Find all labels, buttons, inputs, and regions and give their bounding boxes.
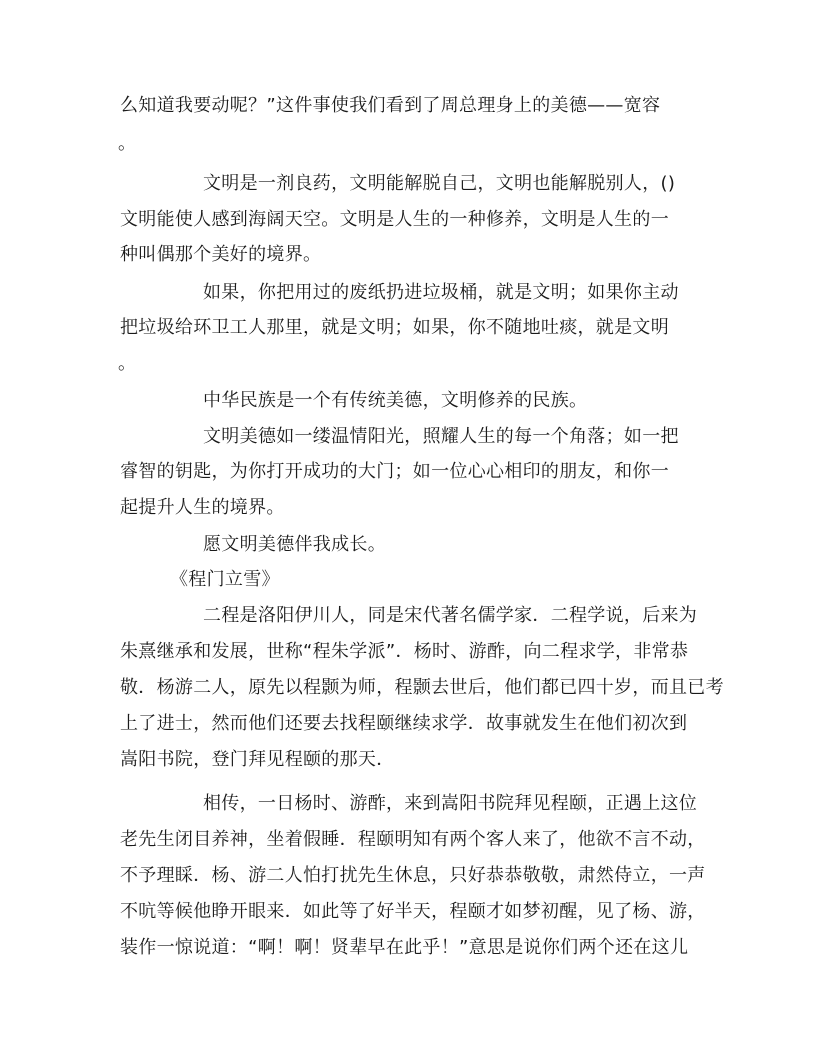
text-line: 睿智的钥匙，为你打开成功的大门；如一位心心相印的朋友，和你一: [120, 461, 669, 482]
text-line: 把垃圾给环卫工人那里，就是文明；如果，你不随地吐痰，就是文明: [120, 317, 669, 338]
text-line: 朱熹继承和发展，世称“程朱学派”．杨时、游酢，向二程求学，非常恭: [120, 641, 689, 662]
section-title: 《程门立雪》: [170, 569, 280, 590]
text-line: 二程是洛阳伊川人，同是宋代著名儒学家．二程学说，后来为: [203, 605, 698, 626]
text-line: 文明能使人感到海阔天空。文明是人生的一种修养，文明是人生的一: [120, 209, 669, 230]
text-line: 文明是一剂良药，文明能解脱自己，文明也能解脱别人，(): [203, 173, 676, 194]
text-line: 上了进士，然而他们还要去找程颐继续求学．故事就发生在他们初次到: [120, 713, 688, 734]
text-line: 老先生闭目养神，坐着假睡．程颐明知有两个客人来了，他欲不言不动，: [120, 829, 706, 850]
text-line: 中华民族是一个有传统美德，文明修养的民族。: [203, 390, 588, 411]
text-line: 不予理睬．杨、游二人怕打扰先生休息，只好恭恭敬敬，肃然侍立，一声: [120, 865, 706, 886]
text-line: 。: [118, 353, 137, 374]
text-line: 么知道我要动呢？”这件事使我们看到了周总理身上的美德——宽容: [120, 95, 661, 116]
text-line: 。: [118, 133, 137, 154]
text-line: 相传，一日杨时、游酢，来到嵩阳书院拜见程颐，正遇上这位: [203, 793, 698, 814]
text-line: 如果，你把用过的废纸扔进垃圾桶，就是文明；如果你主动: [203, 282, 679, 303]
text-line: 愿文明美德伴我成长。: [203, 534, 386, 555]
text-line: 起提升人生的境界。: [120, 497, 285, 518]
text-line: 种叫偶那个美好的境界。: [120, 244, 322, 265]
text-line: 敬．杨游二人，原先以程颢为师，程颢去世后，他们都已四十岁，而且已考: [120, 677, 724, 698]
text-line: 文明美德如一缕温情阳光，照耀人生的每一个角落；如一把: [203, 426, 679, 447]
text-line: 不吭等候他睁开眼来．如此等了好半天，程颐才如梦初醒，见了杨、游，: [120, 901, 706, 922]
text-line: 嵩阳书院，登门拜见程颐的那天．: [120, 749, 395, 770]
text-line: 装作一惊说道：“啊！啊！贤辈早在此乎！”意思是说你们两个还在这儿: [120, 937, 689, 958]
